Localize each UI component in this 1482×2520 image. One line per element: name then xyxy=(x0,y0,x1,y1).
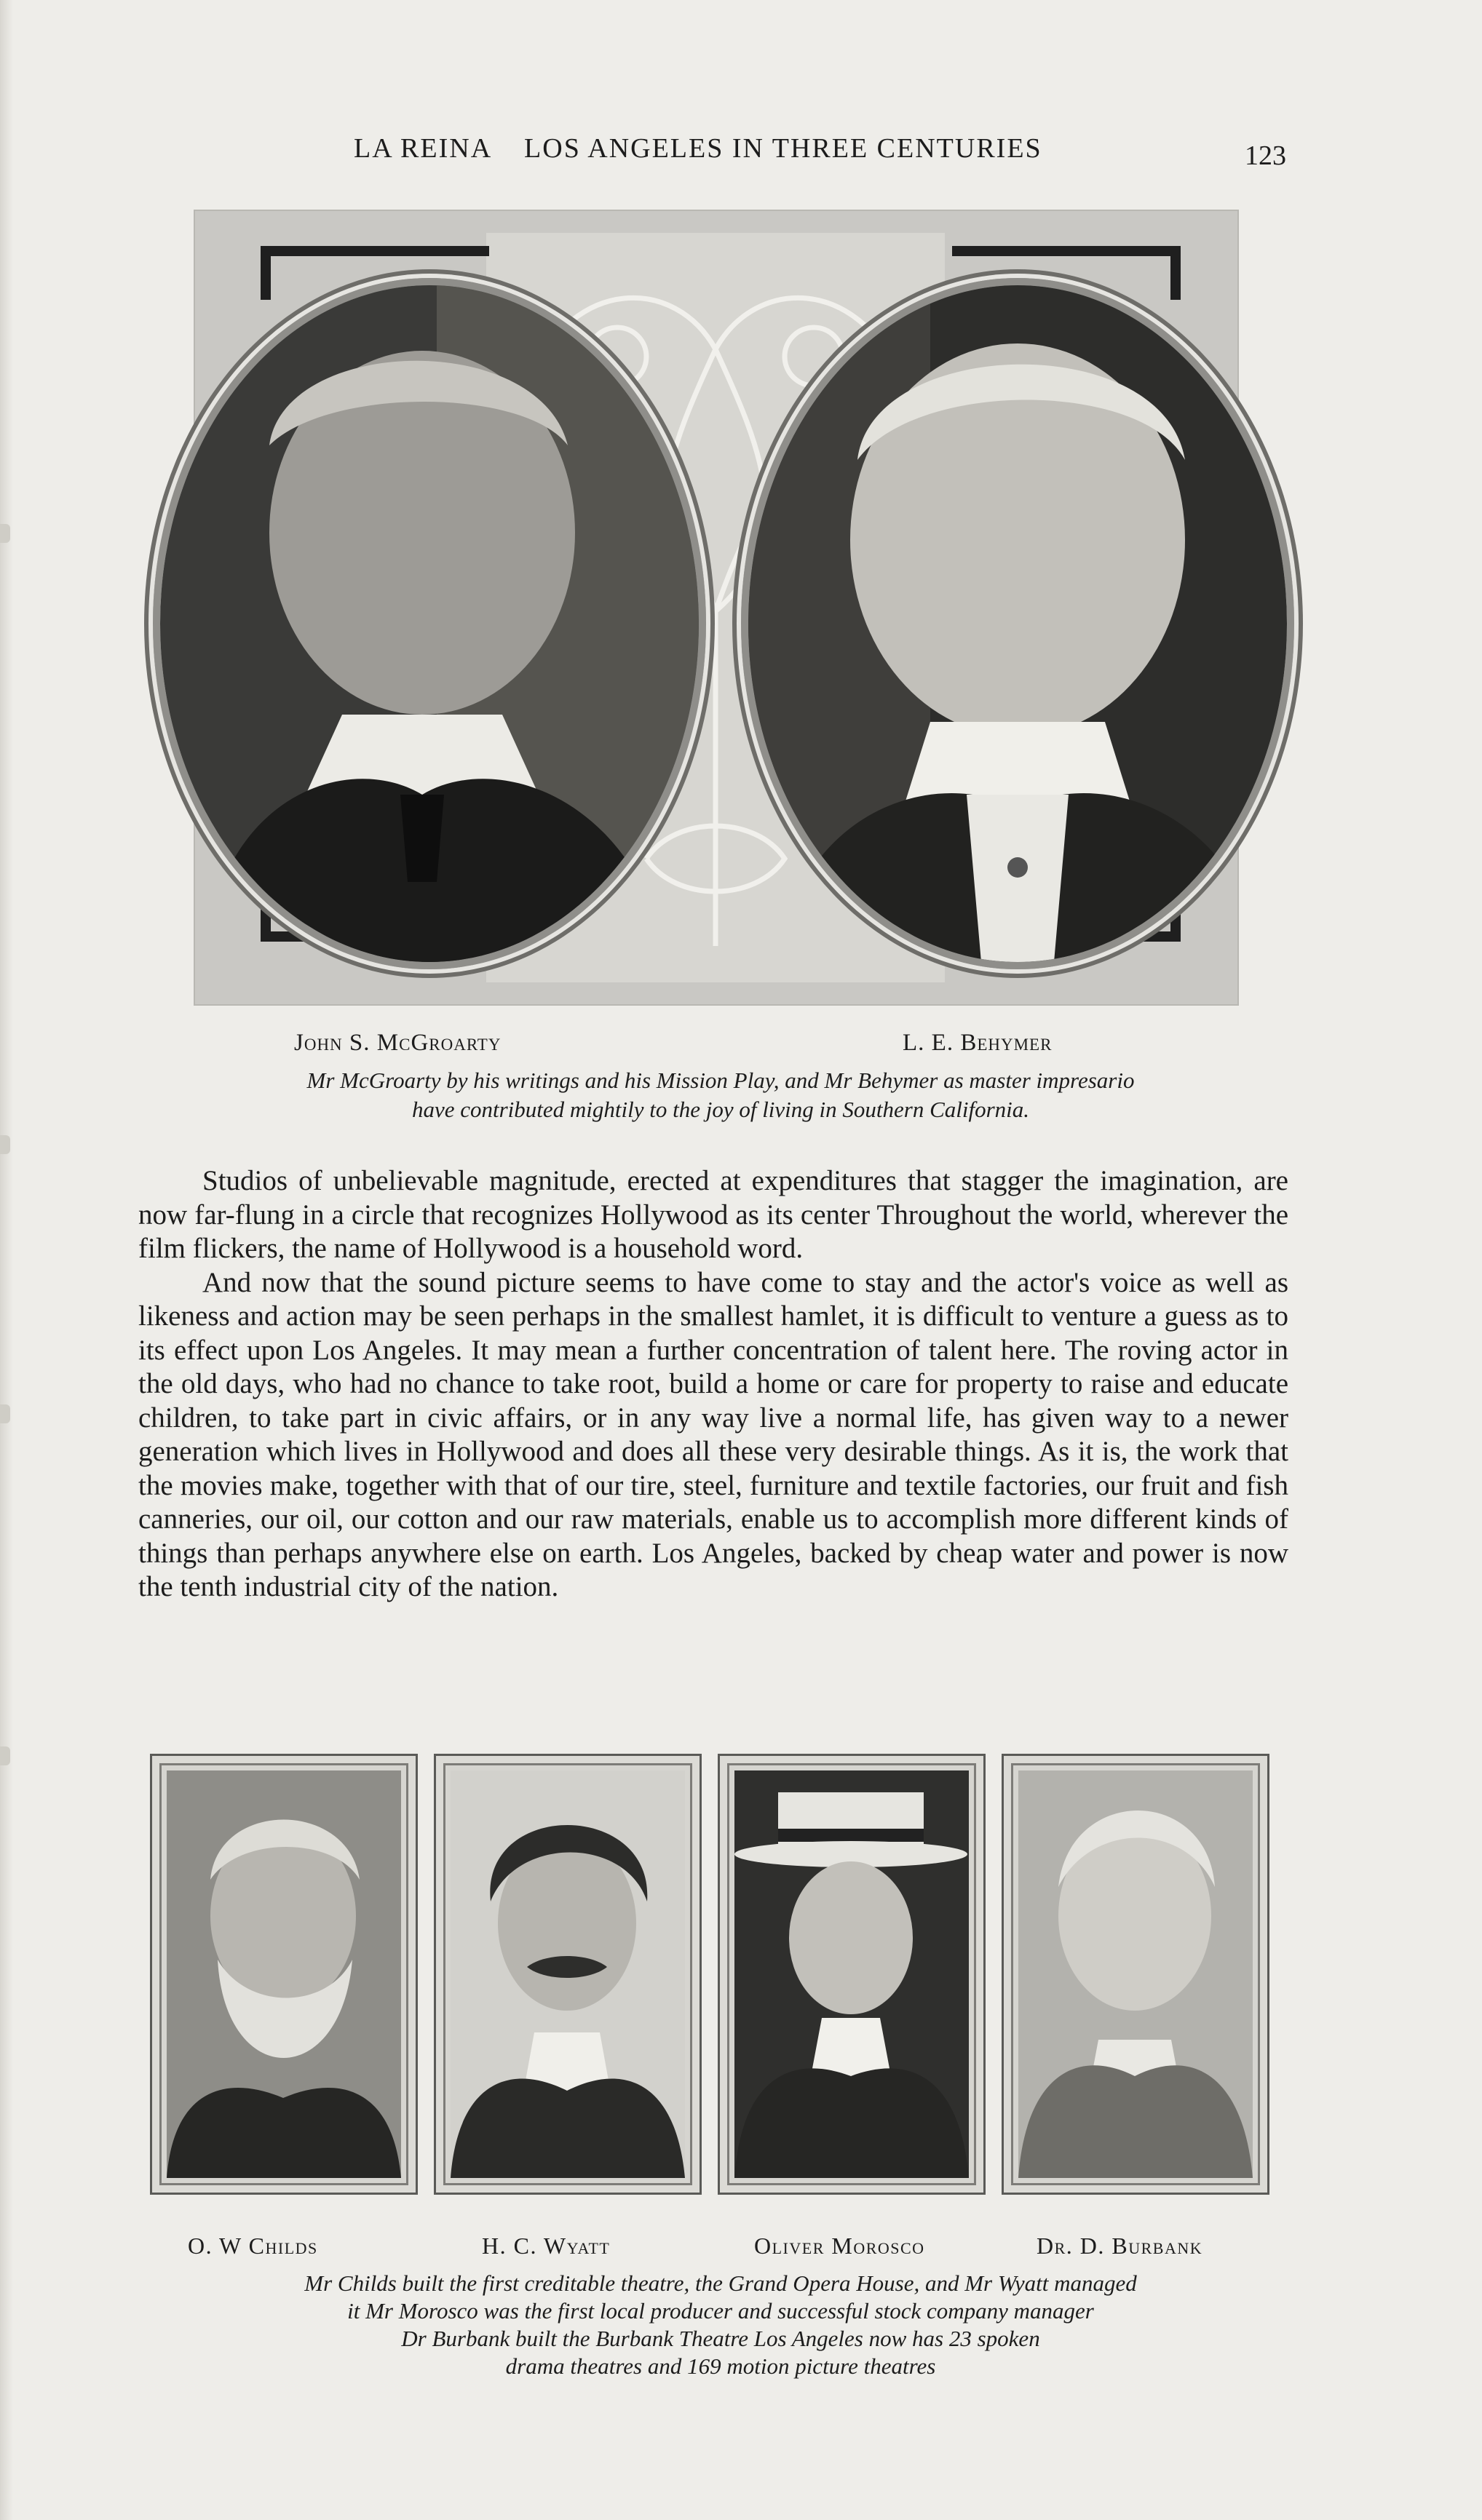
portrait-plate xyxy=(194,210,1239,1006)
portrait-morosco xyxy=(718,1754,986,2195)
body-text xyxy=(138,1164,1288,1605)
caption-name-morosco: Oliver Morosco xyxy=(754,2233,925,2259)
caption-name-behymer: L. E. Behymer xyxy=(903,1030,1053,1056)
top-caption-line: have contributed mightily to the joy of living in Southern California. xyxy=(411,1097,1030,1122)
caption-name-mcgroarty: John S. McGroarty xyxy=(294,1030,502,1056)
paragraph: Studios of unbelievable magnitude, erected at expenditures that stagger the imagination, are now far-flung in a circle that recognizes Hollywood as its center Throughout the world, wherever the film flickers, the name of Hollywood is a household word. xyxy=(138,1165,1288,1264)
portrait-childs xyxy=(150,1754,418,2195)
bottom-caption-line: it Mr Morosco was the first local producer and successful stock company manager xyxy=(347,2298,1094,2324)
portrait-behymer xyxy=(741,278,1294,969)
binding-hole xyxy=(0,1404,10,1423)
running-title: LA REINA LOS ANGELES IN THREE CENTURIES xyxy=(354,133,1042,164)
paragraph: And now that the sound picture seems to have come to stay and the actor's voice as well as likeness and action may be seen perhaps in the smallest hamlet, it is difficult to venture a guess as to its effect upon Los Angeles. It may mean a further concentration of talent here. The roving actor in the old days, who had no chance to take root, build a home or care for property to raise and educate children, to take part in civic affairs, or in any way live a normal life, has given way to a newer generation which lives in Hollywood and does all these very desirable things. As it is, the work that the movies make, together with that of our tire, steel, furniture and textile factories, our fruit and fish canneries, our oil, our cotton and our raw materials, enable us to accomplish more different kinds of things than perhaps anywhere else on earth. Los Angeles, backed by cheap water and power is now the tenth industrial city of the nation. xyxy=(138,1266,1288,1602)
binding-hole xyxy=(0,1135,10,1154)
page-binding-edge xyxy=(0,0,13,2520)
bottom-caption-line: Dr Burbank built the Burbank Theatre Los Angeles now has 23 spoken xyxy=(401,2326,1040,2351)
bottom-caption-line: Mr Childs built the first creditable theatre, the Grand Opera House, and Mr Wyatt managed xyxy=(304,2270,1137,2296)
bottom-caption-line: drama theatres and 169 motion picture theatres xyxy=(505,2353,936,2379)
portrait-burbank xyxy=(1002,1754,1269,2195)
top-caption-line: Mr McGroarty by his writings and his Mission Play, and Mr Behymer as master impresario xyxy=(306,1068,1135,1093)
page-header xyxy=(0,132,1482,176)
portrait-mcgroarty xyxy=(153,278,706,969)
portrait-wyatt xyxy=(434,1754,702,2195)
caption-name-wyatt: H. C. Wyatt xyxy=(482,2233,611,2259)
binding-hole xyxy=(0,524,10,543)
caption-name-burbank: Dr. D. Burbank xyxy=(1037,2233,1203,2259)
caption-name-childs: O. W Childs xyxy=(188,2233,318,2259)
binding-hole xyxy=(0,1746,10,1765)
page-number: 123 xyxy=(1245,140,1286,171)
